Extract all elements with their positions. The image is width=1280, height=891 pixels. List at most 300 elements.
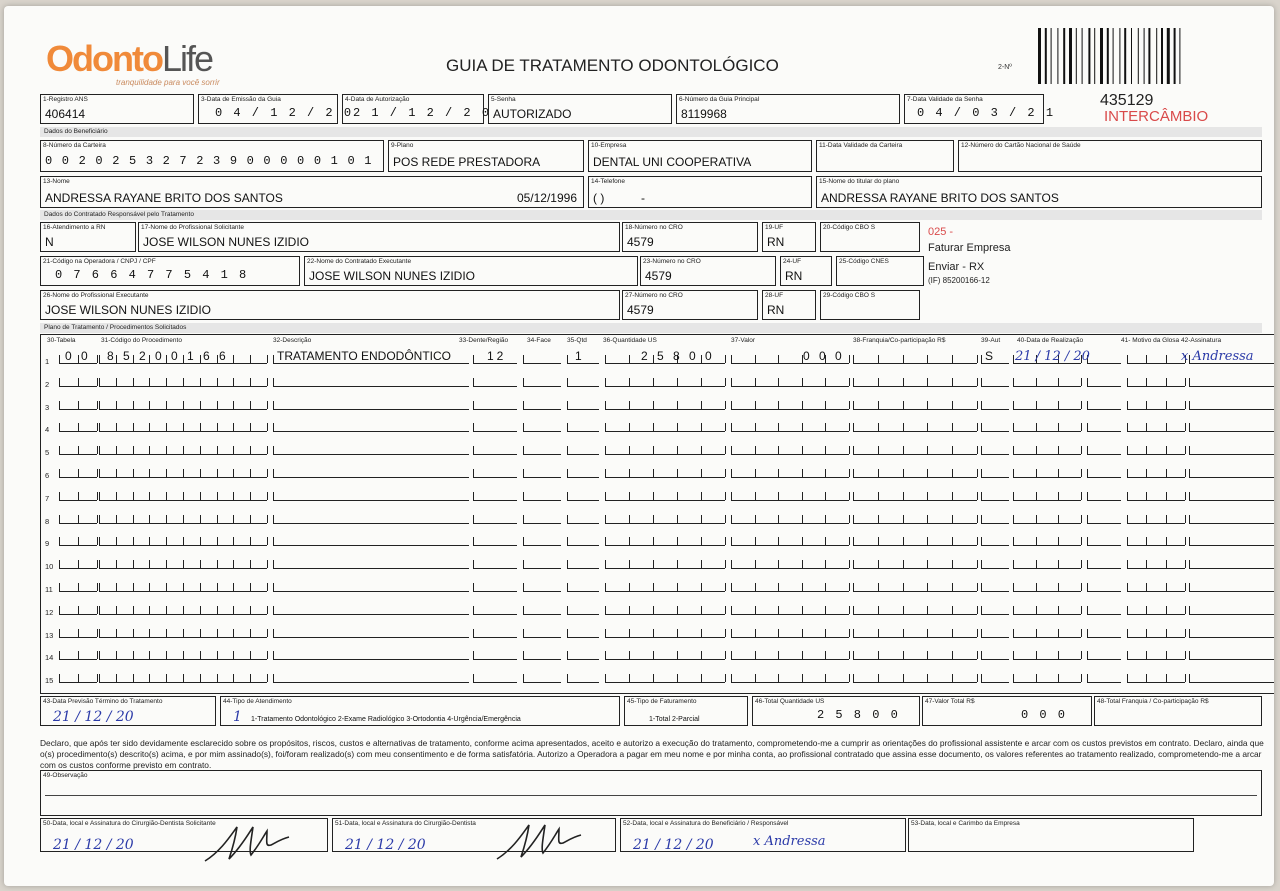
- row-input-line[interactable]: [1127, 515, 1185, 524]
- row-input-line[interactable]: [605, 674, 725, 683]
- row-input-line[interactable]: [473, 629, 517, 638]
- cell-tick: [825, 537, 826, 545]
- row-input-line[interactable]: [1189, 674, 1274, 683]
- cell-tick: [97, 401, 98, 409]
- field-cro-27[interactable]: 27-Número no CRO 4579: [622, 290, 758, 320]
- cell-tick: [97, 629, 98, 637]
- row-input-line[interactable]: [605, 378, 725, 387]
- cell-tick: [149, 492, 150, 500]
- row-input-line[interactable]: [731, 537, 849, 546]
- cell-tick: [653, 583, 654, 591]
- field-senha[interactable]: 5-Senha AUTORIZADO: [488, 94, 672, 124]
- row-input-line[interactable]: [1127, 583, 1185, 592]
- row-input-line[interactable]: [1013, 583, 1081, 592]
- row-input-line[interactable]: [567, 606, 599, 615]
- row-input-line[interactable]: [853, 583, 977, 592]
- row-input-line[interactable]: [605, 583, 725, 592]
- row-input-line[interactable]: [1189, 446, 1274, 455]
- row-input-line[interactable]: [273, 401, 469, 410]
- cell-tick: [250, 401, 251, 409]
- row-input-line[interactable]: [1087, 560, 1121, 569]
- cell-tick: [853, 378, 854, 386]
- row-input-line[interactable]: [1013, 446, 1081, 455]
- row-input-line[interactable]: [473, 378, 517, 387]
- row-input-line[interactable]: [731, 378, 849, 387]
- field-assinatura-dentista[interactable]: 51-Data, local e Assinatura do Cirurgião-Dentista 21 / 12 / 20: [332, 818, 616, 852]
- field-cro-18[interactable]: 18-Número no CRO 4579: [622, 222, 758, 252]
- row-input-line[interactable]: [1013, 651, 1081, 660]
- row-input-line[interactable]: [981, 515, 1009, 524]
- cell-tick: [1036, 378, 1037, 386]
- cell-tick: [233, 583, 234, 591]
- row-input-line[interactable]: [523, 583, 561, 592]
- field-data-autorizacao[interactable]: 4-Data de Autorização 2 1 / 1 2 / 2 0: [342, 94, 484, 124]
- cell-tick: [217, 583, 218, 591]
- cell-tick: [952, 651, 953, 659]
- field-titular[interactable]: 15-Nome do titular do plano ANDRESSA RAYANE BRITO DOS SANTOS: [816, 176, 1262, 208]
- row-input-line[interactable]: [853, 355, 977, 364]
- row-input-line[interactable]: [981, 651, 1009, 660]
- row-input-line[interactable]: [605, 469, 725, 478]
- row-input-line[interactable]: [1087, 674, 1121, 683]
- cell-tick: [200, 629, 201, 637]
- row-input-line[interactable]: [473, 423, 517, 432]
- cell-tick: [731, 423, 732, 431]
- row-input-line[interactable]: [473, 560, 517, 569]
- row-input-line[interactable]: [273, 446, 469, 455]
- row-input-line[interactable]: [1189, 469, 1274, 478]
- row-input-line[interactable]: [731, 674, 849, 683]
- row-input-line[interactable]: [981, 583, 1009, 592]
- cell-tick: [1185, 560, 1186, 568]
- cell-tick: [605, 537, 606, 545]
- row-input-line[interactable]: [981, 469, 1009, 478]
- row-input-line[interactable]: [1087, 515, 1121, 524]
- row-input-line[interactable]: [1013, 560, 1081, 569]
- row-input-line[interactable]: [567, 515, 599, 524]
- cell-tick: [677, 583, 678, 591]
- row-input-line[interactable]: [1127, 629, 1185, 638]
- cell-tick: [567, 674, 568, 682]
- row-input-line[interactable]: [605, 492, 725, 501]
- row-input-line[interactable]: [605, 606, 725, 615]
- row-input-line[interactable]: [273, 537, 469, 546]
- row-input-line[interactable]: [853, 378, 977, 387]
- cell-tick: [523, 469, 524, 477]
- row-input-line[interactable]: [731, 401, 849, 410]
- row-input-line[interactable]: [273, 629, 469, 638]
- row-input-line[interactable]: [567, 583, 599, 592]
- row-input-line[interactable]: [1127, 446, 1185, 455]
- row-input-line[interactable]: [731, 492, 849, 501]
- row-input-line[interactable]: [853, 469, 977, 478]
- cell-tick: [183, 606, 184, 614]
- row-input-line[interactable]: [1127, 423, 1185, 432]
- cell-tick: [605, 423, 606, 431]
- cell-tick: [802, 492, 803, 500]
- row-input-line[interactable]: [1013, 423, 1081, 432]
- cell-tick: [1058, 629, 1059, 637]
- row-input-line[interactable]: [1189, 651, 1274, 660]
- row-input-line[interactable]: [853, 537, 977, 546]
- cell-tick: [825, 674, 826, 682]
- row-input-line[interactable]: [981, 560, 1009, 569]
- cell-tick: [1087, 515, 1088, 523]
- row-input-line[interactable]: [473, 401, 517, 410]
- row-input-line[interactable]: [731, 446, 849, 455]
- row-input-line[interactable]: [1087, 355, 1121, 364]
- cell-tick: [473, 560, 474, 568]
- row-input-line[interactable]: [473, 492, 517, 501]
- cell-tick: [981, 515, 982, 523]
- row-input-line[interactable]: [473, 583, 517, 592]
- field-data-validade-senha[interactable]: 7-Data Validade da Senha 0 4 / 0 3 / 2 1: [904, 94, 1044, 124]
- row-input-line[interactable]: [523, 378, 561, 387]
- cell-tick: [133, 401, 134, 409]
- cell-tick: [116, 583, 117, 591]
- cell-tick: [755, 651, 756, 659]
- row-input-line[interactable]: [473, 674, 517, 683]
- field-numero-carteira[interactable]: 8-Número da Carteira 0 0 2 0 2 5 3 2 7 2 3 9 0 0 0 0 0 1 0 1: [40, 140, 384, 172]
- row-input-line[interactable]: [1189, 537, 1274, 546]
- cell-tick: [97, 355, 98, 363]
- row-input-line[interactable]: [1013, 537, 1081, 546]
- row-input-line[interactable]: [605, 629, 725, 638]
- row-input-line[interactable]: [473, 515, 517, 524]
- cell-tick: [778, 446, 779, 454]
- row-number: 13: [45, 630, 54, 640]
- cell-tick: [473, 583, 474, 591]
- field-total-quantidade-us[interactable]: 46-Total Quantidade US 2 5 8 0 0: [752, 696, 920, 726]
- row-input-line[interactable]: [523, 446, 561, 455]
- row-input-line[interactable]: [567, 629, 599, 638]
- row-input-line[interactable]: [523, 651, 561, 660]
- row-input-line[interactable]: [1127, 378, 1185, 387]
- row-input-line[interactable]: [523, 537, 561, 546]
- row-input-line[interactable]: [853, 446, 977, 455]
- row-input-line[interactable]: [567, 401, 599, 410]
- row-input-line[interactable]: [1189, 492, 1274, 501]
- row-input-line[interactable]: [1013, 378, 1081, 387]
- row-input-line[interactable]: [605, 446, 725, 455]
- cell-tick: [1036, 674, 1037, 682]
- field-cbo-29[interactable]: 29-Código CBO S: [820, 290, 920, 320]
- row-input-line[interactable]: [273, 583, 469, 592]
- row-input-line[interactable]: [567, 560, 599, 569]
- field-empresa[interactable]: 10-Empresa DENTAL UNI COOPERATIVA: [588, 140, 812, 172]
- row-input-line[interactable]: [1087, 446, 1121, 455]
- row-input-line[interactable]: [731, 583, 849, 592]
- cell-tick: [59, 469, 60, 477]
- row-input-line[interactable]: [273, 492, 469, 501]
- cell-tick: [927, 560, 928, 568]
- field-cro-23[interactable]: 23-Número no CRO 4579: [640, 256, 776, 286]
- cell-tick: [217, 515, 218, 523]
- row-input-line[interactable]: [605, 401, 725, 410]
- row-input-line[interactable]: [1127, 492, 1185, 501]
- cell-tick: [273, 606, 274, 614]
- row-input-line[interactable]: [981, 537, 1009, 546]
- row-input-line[interactable]: [731, 651, 849, 660]
- row-input-line[interactable]: [523, 355, 561, 364]
- cell-tick: [523, 629, 524, 637]
- row-input-line[interactable]: [853, 423, 977, 432]
- cell-tick: [273, 492, 274, 500]
- row-input-line[interactable]: [1189, 583, 1274, 592]
- cell-tick: [755, 401, 756, 409]
- row-input-line[interactable]: [567, 537, 599, 546]
- cell-tick: [1058, 674, 1059, 682]
- cell-tick: [1185, 537, 1186, 545]
- row-input-line[interactable]: [853, 629, 977, 638]
- cell-tick: [250, 469, 251, 477]
- row-input-line[interactable]: [1127, 674, 1185, 683]
- cell-tick: [523, 492, 524, 500]
- cell-tick: [1013, 401, 1014, 409]
- row-input-line[interactable]: [731, 423, 849, 432]
- row-input-line[interactable]: [853, 651, 977, 660]
- cell-tick: [116, 378, 117, 386]
- cell-tick: [878, 423, 879, 431]
- row-input-line[interactable]: [1189, 629, 1274, 638]
- row-input-line[interactable]: [1013, 606, 1081, 615]
- row-input-line[interactable]: [1189, 606, 1274, 615]
- row-input-line[interactable]: [567, 651, 599, 660]
- cell-tick: [605, 629, 606, 637]
- row-input-line[interactable]: [1013, 492, 1081, 501]
- row-input-line[interactable]: [567, 423, 599, 432]
- row-input-line[interactable]: [473, 469, 517, 478]
- cell-tick: [903, 355, 904, 363]
- row-input-line[interactable]: [1087, 469, 1121, 478]
- field-carimbo-empresa[interactable]: 53-Data, local e Carimbo da Empresa: [908, 818, 1194, 852]
- cell-tick: [99, 583, 100, 591]
- row-input-line[interactable]: [981, 606, 1009, 615]
- row-input-line[interactable]: [273, 560, 469, 569]
- cell-tick: [133, 515, 134, 523]
- row-input-line[interactable]: [273, 469, 469, 478]
- row-input-line[interactable]: [1013, 515, 1081, 524]
- row-input-line[interactable]: [1189, 515, 1274, 524]
- cell-tick: [233, 560, 234, 568]
- row-input-line[interactable]: [981, 401, 1009, 410]
- cell-tick: [1185, 583, 1186, 591]
- cell-tick: [653, 378, 654, 386]
- row-input-line[interactable]: [567, 469, 599, 478]
- cell-tick: [1087, 629, 1088, 637]
- field-tipo-faturamento[interactable]: 45-Tipo de Faturamento 1-Total 2-Parcial: [624, 696, 748, 726]
- field-total-franquia[interactable]: 48-Total Franquia / Co-participação R$: [1094, 696, 1262, 726]
- row-input-line[interactable]: [1087, 651, 1121, 660]
- cell-tick: [267, 378, 268, 386]
- row-input-line[interactable]: [523, 492, 561, 501]
- field-assinatura-beneficiario[interactable]: 52-Data, local e Assinatura do Beneficiário / Responsável 21 / 12 / 20 x Andressa: [620, 818, 906, 852]
- field-valor-total[interactable]: 47-Valor Total R$ 0 0 0: [922, 696, 1092, 726]
- row-input-line[interactable]: [523, 560, 561, 569]
- row-input-line[interactable]: [605, 515, 725, 524]
- cell-tick: [99, 355, 100, 363]
- row-input-line[interactable]: [1087, 492, 1121, 501]
- field-observacao[interactable]: 49-Observação: [40, 770, 1262, 816]
- cell-tick: [1127, 606, 1128, 614]
- row-input-line[interactable]: [1189, 560, 1274, 569]
- row-input-line[interactable]: [853, 492, 977, 501]
- row-input-line[interactable]: [523, 606, 561, 615]
- row-input-line[interactable]: [731, 469, 849, 478]
- row-input-line[interactable]: [273, 651, 469, 660]
- row-input-line[interactable]: [1127, 469, 1185, 478]
- row-input-line[interactable]: [523, 515, 561, 524]
- row-input-line[interactable]: [473, 537, 517, 546]
- cell-tick: [1189, 401, 1190, 409]
- row-input-line[interactable]: [523, 401, 561, 410]
- field-prof-solicitante[interactable]: 17-Nome do Profissional Solicitante JOSE WILSON NUNES IZIDIO: [138, 222, 620, 252]
- row-input-line[interactable]: [1087, 606, 1121, 615]
- field-plano[interactable]: 9-Plano POS REDE PRESTADORA: [388, 140, 584, 172]
- row-input-line[interactable]: [567, 492, 599, 501]
- cell-tick: [78, 423, 79, 431]
- row-input-line[interactable]: [1127, 651, 1185, 660]
- row-input-line[interactable]: [853, 606, 977, 615]
- field-tipo-atendimento[interactable]: 44-Tipo de Atendimento 1 1-Tratamento Odontológico 2-Exame Radiológico 3-Ortodontia 4-Urgência/Emergência: [220, 696, 620, 726]
- row-input-line[interactable]: [605, 560, 725, 569]
- cell-tick: [1146, 469, 1147, 477]
- row-input-line[interactable]: [567, 446, 599, 455]
- row-input-line[interactable]: [1087, 583, 1121, 592]
- row-input-line[interactable]: [1087, 537, 1121, 546]
- row-input-line[interactable]: [523, 423, 561, 432]
- cell-tick: [952, 355, 953, 363]
- field-cbo-20[interactable]: 20-Código CBO S: [820, 222, 920, 252]
- row-input-line[interactable]: [1087, 423, 1121, 432]
- row-input-line[interactable]: [567, 378, 599, 387]
- row-input-line[interactable]: [273, 606, 469, 615]
- cell-tick: [1189, 469, 1190, 477]
- row-input-line[interactable]: [605, 651, 725, 660]
- cell-tick: [217, 629, 218, 637]
- row-input-line[interactable]: [1013, 469, 1081, 478]
- field-cnes-25[interactable]: 25-Código CNES: [836, 256, 924, 286]
- field-contratado-executante[interactable]: 22-Nome do Contratado Executante JOSE WILSON NUNES IZIDIO: [304, 256, 638, 286]
- row-input-line[interactable]: [981, 446, 1009, 455]
- cell-tick: [677, 606, 678, 614]
- row-input-line[interactable]: [981, 378, 1009, 387]
- row-input-line[interactable]: [981, 629, 1009, 638]
- cell-tick: [267, 446, 268, 454]
- field-numero-guia-principal[interactable]: 6-Número da Guia Principal 8119968: [676, 94, 900, 124]
- cell-tick: [273, 469, 274, 477]
- row-input-line[interactable]: [523, 629, 561, 638]
- cell-tick: [1081, 492, 1082, 500]
- cell-tick: [250, 378, 251, 386]
- row-input-line[interactable]: [473, 606, 517, 615]
- row-input-line[interactable]: [1127, 560, 1185, 569]
- row-input-line[interactable]: [273, 674, 469, 683]
- row-input-line[interactable]: [1013, 401, 1081, 410]
- row-input-line[interactable]: [981, 492, 1009, 501]
- row-input-line[interactable]: [273, 423, 469, 432]
- row-input-line[interactable]: [473, 446, 517, 455]
- row-input-line[interactable]: [273, 515, 469, 524]
- field-registro-ans[interactable]: 1-Registro ANS 406414: [40, 94, 194, 124]
- cell-tick: [849, 378, 850, 386]
- row-input-line[interactable]: [1127, 355, 1185, 364]
- row-input-line[interactable]: [853, 515, 977, 524]
- row-input-line[interactable]: [567, 674, 599, 683]
- field-uf-28[interactable]: 28-UF RN: [762, 290, 816, 320]
- field-telefone[interactable]: 14-Telefone ( ) -: [588, 176, 812, 208]
- field-prof-executante[interactable]: 26-Nome do Profissional Executante JOSE WILSON NUNES IZIDIO: [40, 290, 620, 320]
- row-input-line[interactable]: [981, 674, 1009, 683]
- row-input-line[interactable]: [1127, 537, 1185, 546]
- cell-tick: [1189, 446, 1190, 454]
- row-input-line[interactable]: [981, 423, 1009, 432]
- cell-tick: [1036, 401, 1037, 409]
- row-input-line[interactable]: [1127, 606, 1185, 615]
- row-input-line[interactable]: [731, 515, 849, 524]
- row-input-line[interactable]: [1087, 401, 1121, 410]
- row-input-line[interactable]: [523, 469, 561, 478]
- row-input-line[interactable]: [1189, 378, 1274, 387]
- cell-tick: [927, 355, 928, 363]
- field-cartao-nacional[interactable]: 12-Número do Cartão Nacional de Saúde: [958, 140, 1262, 172]
- row-input-line[interactable]: [853, 560, 977, 569]
- cell-tick: [825, 492, 826, 500]
- cell-tick: [59, 606, 60, 614]
- field-atendimento-rn[interactable]: 16-Atendimento a RN N: [40, 222, 136, 252]
- row-input-line[interactable]: [1189, 423, 1274, 432]
- row-input-line[interactable]: [605, 537, 725, 546]
- cell-tick: [273, 583, 274, 591]
- row-input-line[interactable]: [1087, 629, 1121, 638]
- row-input-line[interactable]: [1087, 378, 1121, 387]
- cell-tick: [233, 606, 234, 614]
- row-input-line[interactable]: [1189, 401, 1274, 410]
- row-input-line[interactable]: [1013, 629, 1081, 638]
- row-input-line[interactable]: [731, 629, 849, 638]
- row-number: 5: [45, 448, 50, 458]
- row-input-line[interactable]: [523, 674, 561, 683]
- row-input-line[interactable]: [273, 378, 469, 387]
- row1-aut: S: [985, 349, 997, 363]
- field-assinatura-solicitante[interactable]: 50-Data, local e Assinatura do Cirurgião-Dentista Solicitante 21 / 12 / 20: [40, 818, 328, 852]
- row-input-line[interactable]: [1127, 401, 1185, 410]
- row-input-line[interactable]: [731, 560, 849, 569]
- field-data-validade-carteira[interactable]: 11-Data Validade da Carteira: [816, 140, 954, 172]
- row-input-line[interactable]: [853, 401, 977, 410]
- field-previsao-termino[interactable]: 43-Data Previsão Término do Tratamento 21 / 12 / 20: [40, 696, 216, 726]
- row-input-line[interactable]: [731, 606, 849, 615]
- field-data-emissao[interactable]: 3-Data de Emissão da Guia 0 4 / 1 2 / 2 0: [198, 94, 338, 124]
- row-input-line[interactable]: [853, 674, 977, 683]
- field-uf-24[interactable]: 24-UF RN: [780, 256, 832, 286]
- row-input-line[interactable]: [473, 651, 517, 660]
- cell-tick: [149, 537, 150, 545]
- field-nome[interactable]: 13-Nome ANDRESSA RAYANE BRITO DOS SANTOS 05/12/1996: [40, 176, 584, 208]
- cell-tick: [78, 469, 79, 477]
- cell-tick: [778, 537, 779, 545]
- column-header: 33-Dente/Região: [459, 337, 509, 344]
- row-input-line[interactable]: [605, 423, 725, 432]
- cell-tick: [853, 423, 854, 431]
- cell-tick: [1036, 423, 1037, 431]
- field-cod-operadora[interactable]: 21-Código na Operadora / CNPJ / CPF 0 7 6 6 4 7 7 5 4 1 8: [40, 256, 300, 286]
- row-input-line[interactable]: [1013, 674, 1081, 683]
- cell-tick: [250, 355, 251, 363]
- cell-tick: [149, 606, 150, 614]
- cell-tick: [853, 515, 854, 523]
- field-uf-19[interactable]: 19-UF RN: [762, 222, 816, 252]
